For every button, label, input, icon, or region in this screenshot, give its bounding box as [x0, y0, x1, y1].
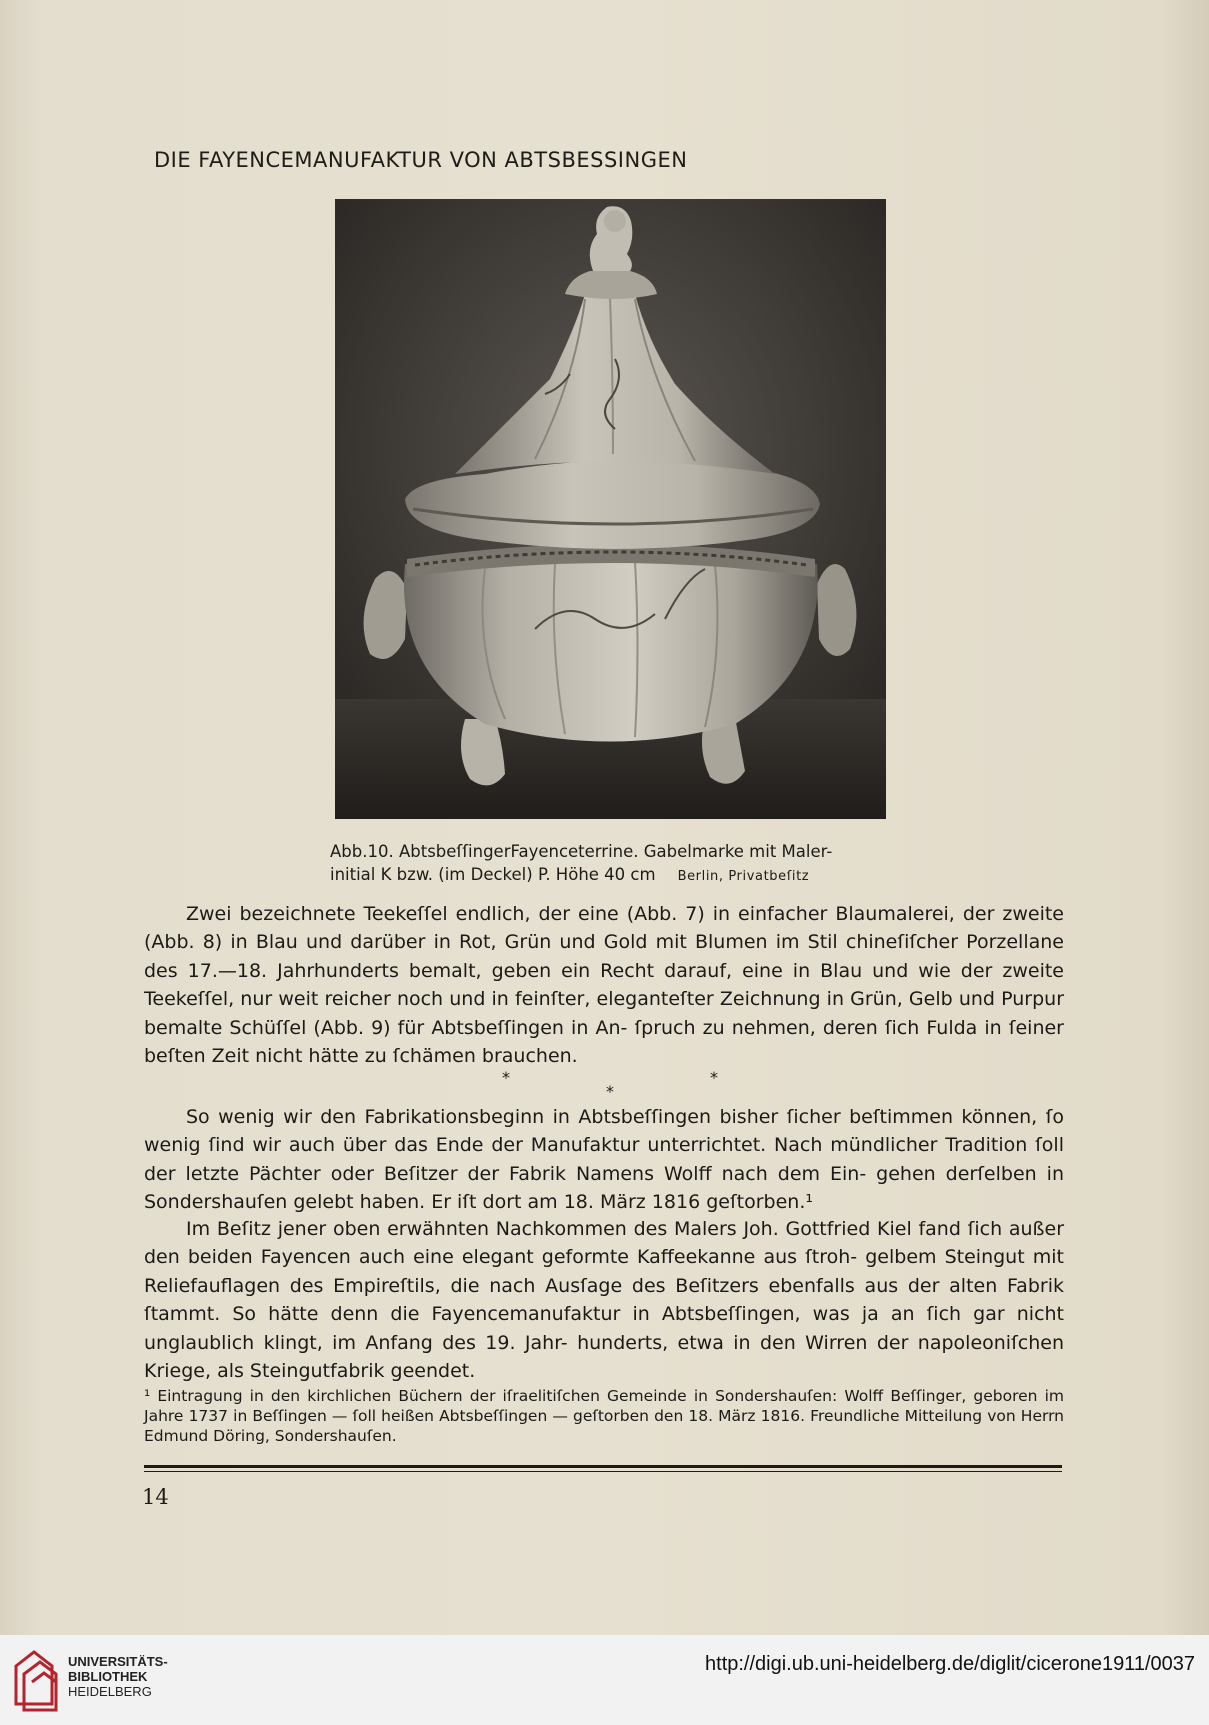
p2-line-2: ſo wenig ſind wir auch über das Ende der Manufaktur unterrichtet. Nach mündlicher	[144, 1106, 1064, 1157]
p3-line-6: hunderts, etwa in den Wirren der napoleoniſchen Kriege, als Steingutfabrik geendet.	[144, 1331, 1064, 1383]
source-url-link[interactable]: http://digi.ub.uni-heidelberg.de/diglit/cicerone1911/0037	[705, 1653, 1195, 1675]
p2-line-4: gehen derſelben in Sondershauſen gelebt haben. Er iſt dort am 18. März 1816 geſtorben.¹	[144, 1162, 1064, 1214]
footnote	[144, 1386, 1064, 1446]
page-number: 14	[142, 1485, 169, 1509]
library-name-line-1: UNIVERSITÄTS-	[68, 1654, 168, 1669]
caption-credit: Berlin, Privatbeſitz	[677, 869, 810, 884]
separator-star-3: *	[710, 1068, 718, 1087]
p2-line-3: Tradition ſoll der letzte Pächter oder Beſitzer der Fabrik Namens Wolff nach dem Ein-	[144, 1134, 1064, 1185]
caption-line-1: Abb.10. AbtsbeſſingerFayenceterrine. Gabelmarke mit Maler-	[330, 842, 833, 861]
caption-line-2	[330, 863, 890, 888]
university-library-logo-icon[interactable]	[10, 1646, 70, 1714]
footnote-line-1: ¹ Eintragung in den kirchlichen Büchern der iſraelitiſchen Gemeinde in Sondershauſen: Wolff	[144, 1387, 884, 1405]
p1-line-4: in Blau und wie der zweite Teekeſſel, nur weit reicher noch und in feinſter, eleganteſter	[144, 959, 1064, 1011]
running-head: DIE FAYENCEMANUFAKTUR VON ABTSBESSINGEN	[154, 148, 688, 172]
footnote-line-3: 18. März 1816. Freundliche Mitteilung von Herrn Edmund Döring, Sondershauſen.	[144, 1407, 1065, 1445]
paragraph-3-text	[144, 1215, 1064, 1385]
p1-line-5: Zeichnung in Grün, Gelb und Purpur bemalte Schüſſel (Abb. 9) für Abtsbeſſingen in An-	[144, 988, 1065, 1039]
figure-caption	[330, 840, 890, 888]
paragraph-1	[144, 900, 1064, 1070]
paragraph-1-text	[144, 900, 1064, 1070]
p2-line-1: So wenig wir den Fabrikationsbeginn in Abtsbeſſingen bisher ſicher beſtimmen können,	[186, 1106, 1038, 1128]
library-name-line-2: BIBLIOTHEK	[68, 1669, 148, 1684]
paragraph-2	[144, 1103, 1064, 1217]
p1-line-6: ſpruch zu nehmen, deren ſich Fulda in ſeiner beſten Zeit nicht hätte zu ſchämen brauchen.	[144, 1016, 1064, 1068]
p3-line-5: Abtsbeſſingen, was ja an ſich gar nicht unglaublich klingt, im Anfang des 19. Jahr-	[144, 1303, 1065, 1354]
tureen-photograph-icon	[335, 199, 886, 819]
p3-line-1: Im Beſitz jener oben erwähnten Nachkommen des Malers Joh. Gottfried Kiel fand	[186, 1218, 961, 1240]
footnote-line-2: Beſſinger, geboren im Jahre 1737 in Beſſingen — ſoll heißen Abtsbeſſingen — geſtorben den	[144, 1387, 1064, 1425]
p3-line-2: ſich außer den beiden Fayencen auch eine elegant geformte Kaffeekanne aus ſtroh-	[144, 1218, 1065, 1269]
bottom-rule-thick	[144, 1465, 1062, 1468]
library-name[interactable]	[68, 1654, 168, 1699]
p1-line-2: zweite (Abb. 8) in Blau und darüber in Rot, Grün und Gold mit Blumen im Stil	[144, 903, 1064, 954]
bottom-rule-thin	[144, 1471, 1062, 1472]
separator-star-2: *	[606, 1082, 614, 1101]
paragraph-2-text	[144, 1103, 1064, 1217]
p1-line-3: chineſiſcher Porzellane des 17.—18. Jahrhunderts bemalt, geben ein Recht darauf, eine	[144, 931, 1064, 982]
footer-bar	[0, 1635, 1209, 1725]
separator-star-1: *	[502, 1068, 510, 1087]
p1-line-1: Zwei bezeichnete Teekeſſel endlich, der eine (Abb. 7) in einfacher Blaumalerei, der	[186, 903, 995, 925]
p3-line-4: ebenfalls aus der alten Fabrik ſtammt. So hätte denn die Fayencemanufaktur in	[144, 1274, 1064, 1326]
p3-line-3: gelbem Steingut mit Reliefauflagen des Empireſtils, die nach Ausſage des Beſitzers	[144, 1246, 1064, 1297]
section-separator	[490, 1068, 730, 1102]
paragraph-3	[144, 1215, 1064, 1385]
caption-line-2-text: initial K bzw. (im Deckel) P. Höhe 40 cm	[330, 865, 656, 884]
library-name-line-3: HEIDELBERG	[68, 1684, 152, 1699]
